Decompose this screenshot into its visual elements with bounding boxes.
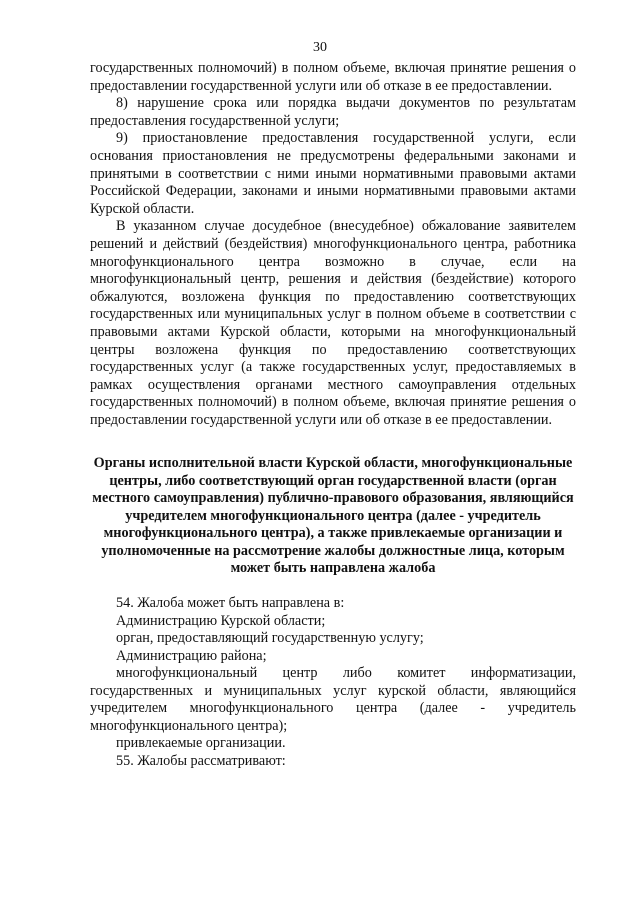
complaint-recipients-list (90, 595, 576, 770)
list-item: многофункциональный центр либо комитет информатизации, государственных и муниципальных услуг курской области, являющийся учредителем многофункционального центра (далее - учредитель многофункционального центра); (90, 665, 576, 734)
paragraph-appeal-mfc: В указанном случае досудебное (внесудебное) обжалование заявителем решений и действий (бездействия) многофункционального центра, работника многофункционального центра возможно в случае, если на многофункциональный центр, решения и действия (бездействие) которого обжалуются, возложена функция по предоставлению соответствующих государственных или муниципальных услуг в полном объеме в соответствии с правовыми актами Курской области, которыми на многофункциональный центры возложена функция по предоставлению соответствующих государственных услуг (а также государственных услуг, предоставляемых в рамках осуществления органами местного самоуправления отдельных государственных полномочий) в полном объеме, включая принятие решения о предоставлении государственной услуги или об отказе в ее предоставлении. (90, 218, 576, 428)
section-gap (90, 429, 576, 455)
paragraph-continuation: государственных полномочий) в полном объеме, включая принятие решения о предоставлении государственной услуги или об отказе в ее предоставлении. (90, 60, 576, 94)
document-body (90, 60, 576, 770)
page-number: 30 (313, 40, 327, 55)
list-item: орган, предоставляющий государственную услугу; (116, 630, 424, 647)
list-item: 54. Жалоба может быть направлена в: (116, 595, 345, 612)
paragraph-item-8: 8) нарушение срока или порядка выдачи документов по результатам предоставления государственной услуги; (90, 95, 576, 129)
list-item: 55. Жалобы рассматривают: (116, 752, 286, 769)
list-item: привлекаемые организации. (116, 735, 286, 752)
list-item: Администрацию Курской области; (116, 612, 326, 629)
section-heading: Органы исполнительной власти Курской области, многофункциональные центры, либо соответствующий орган государственной власти (орган местного самоуправления) публично-правового образования, являющийся учредителем многофункционального центра (далее - учредитель многофункционального центра), а также привлекаемые организации и уполномоченные на рассмотрение жалобы должностные лица, которым может быть направлена жалоба (92, 455, 574, 576)
list-item: Администрацию района; (116, 647, 267, 664)
paragraph-item-9: 9) приостановление предоставления государственной услуги, если основания приостановления не предусмотрены федеральными законами и принятыми в соответствии с ними иными нормативными правовыми актами Российской Федерации, законами и иными нормативными правовыми актами Курской области. (90, 130, 576, 217)
